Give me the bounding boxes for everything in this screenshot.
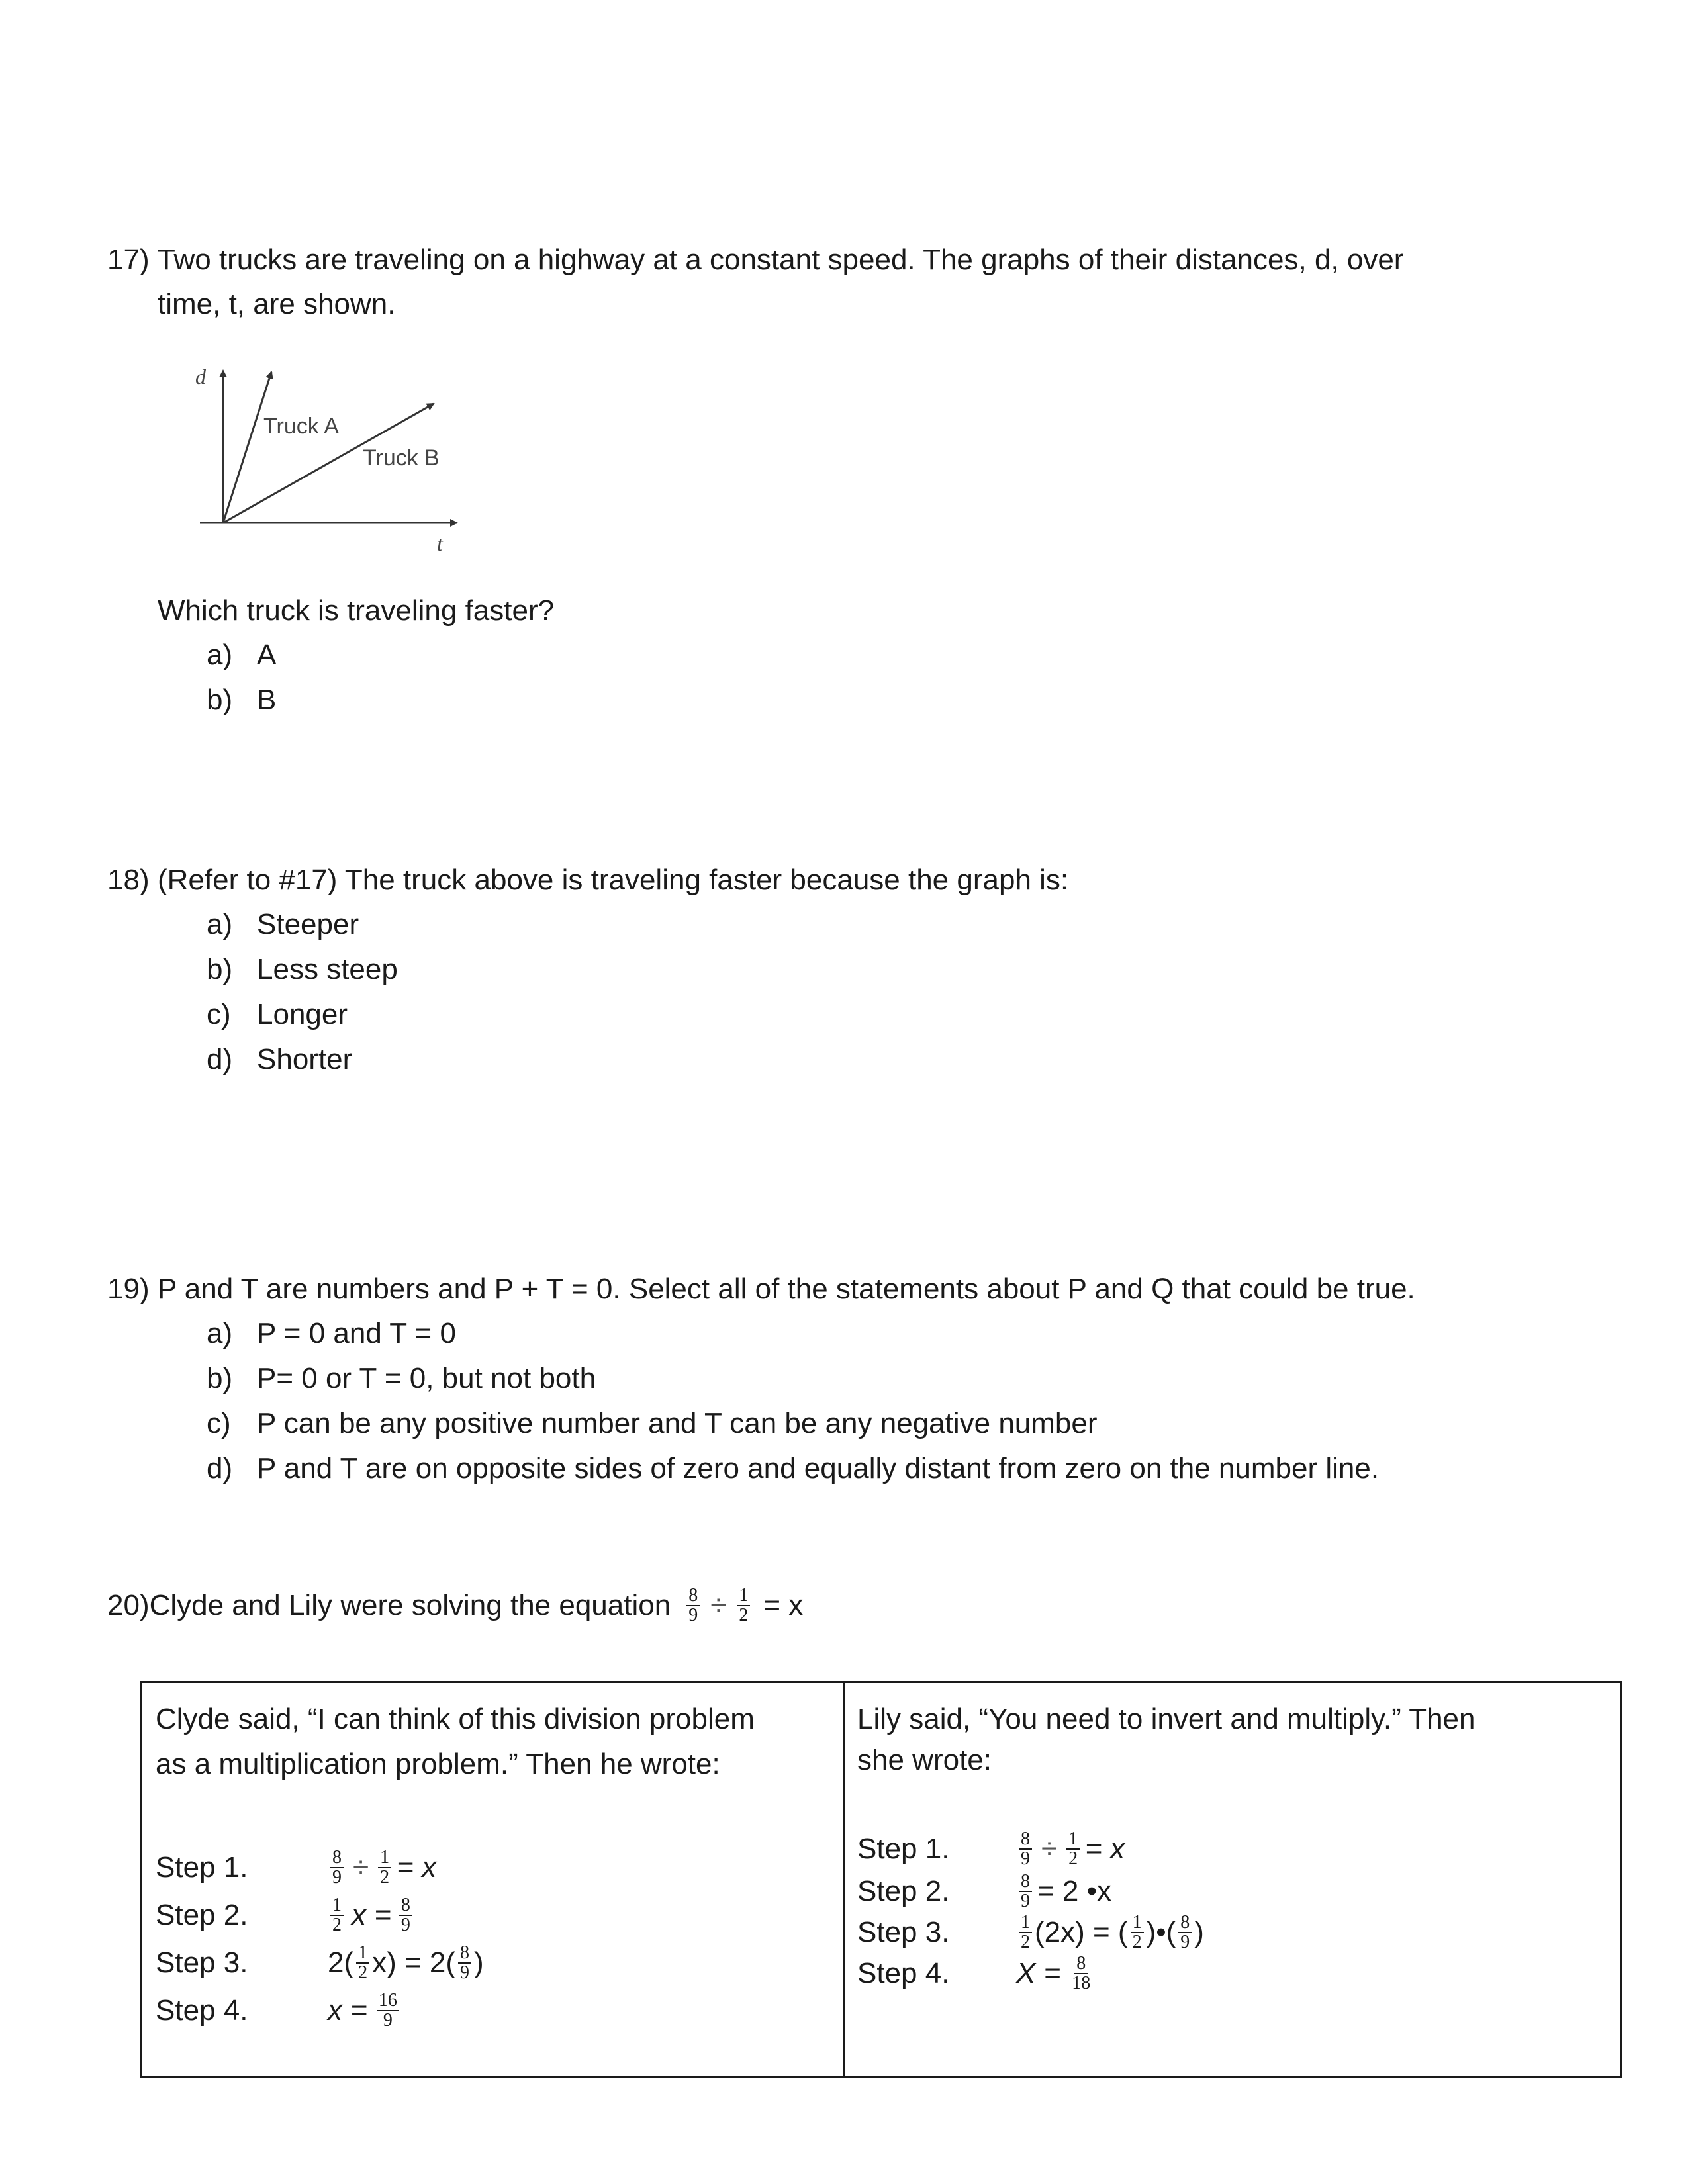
q18-option-c[interactable] — [207, 992, 398, 1037]
step-label: Step 3. — [156, 1946, 248, 1979]
solutions-table — [140, 1681, 1622, 2078]
step-label: Step 2. — [857, 1875, 950, 1907]
option-letter: b) — [207, 1362, 233, 1394]
q20-question — [107, 1582, 803, 1629]
q18-option-b[interactable] — [207, 947, 398, 992]
q19-option-c[interactable] — [207, 1401, 1379, 1446]
lily-intro-line2: she wrote: — [857, 1744, 992, 1776]
option-text: Longer — [257, 998, 348, 1030]
step-label: Step 1. — [156, 1851, 248, 1884]
q19-text: P and T are numbers and P + T = 0. Select all of the statements about P and Q that could be true. — [158, 1273, 1415, 1305]
step-label: Step 2. — [156, 1899, 248, 1931]
option-text: B — [257, 684, 277, 716]
option-letter: d) — [207, 1452, 233, 1484]
clyde-step-2: Step 2. $\frac{1}{2}$ x = $\frac{8}{9}$ — [156, 1892, 415, 1938]
fraction: $\frac{1}{2}$ — [737, 1586, 750, 1625]
q18-options — [207, 902, 398, 1082]
lily-intro-line1: Lily said, “You need to invert and multiply.” Then — [857, 1703, 1476, 1735]
step-label: Step 4. — [156, 1994, 248, 2026]
q18-text: (Refer to #17) The truck above is traveling faster because the graph is: — [158, 864, 1069, 896]
option-text: P and T are on opposite sides of zero and equally distant from zero on the number line. — [257, 1452, 1380, 1484]
q19-option-b[interactable] — [207, 1356, 1379, 1401]
option-letter: a) — [207, 1317, 233, 1349]
clyde-intro-line2: as a multiplication problem.” Then he wrote: — [156, 1748, 720, 1780]
lily-step-4: Step 4. X = $\frac{8}{18}$ — [857, 1953, 1091, 1993]
option-text: Steeper — [257, 908, 359, 940]
clyde-step-4: Step 4. x = $\frac{16}{9}$ — [156, 1987, 402, 2034]
option-letter: c) — [207, 998, 231, 1030]
fraction: $\frac{8}{9}$ — [686, 1586, 700, 1625]
option-text: P = 0 and T = 0 — [257, 1317, 456, 1349]
truck-distance-graph — [185, 357, 477, 556]
q18-option-a[interactable] — [207, 902, 398, 947]
q17-number: 17) — [107, 244, 150, 276]
q20-text: 20)Clyde and Lily were solving the equation — [107, 1589, 671, 1621]
option-letter: a) — [207, 639, 233, 671]
option-letter: b) — [207, 684, 233, 716]
truck-b-label: Truck B — [363, 445, 440, 471]
option-letter: a) — [207, 908, 233, 940]
q18-number: 18) — [107, 864, 150, 896]
q18-option-d[interactable] — [207, 1037, 398, 1082]
step-label: Step 4. — [857, 1957, 950, 1989]
option-text: Less steep — [257, 953, 398, 985]
truck-a-label: Truck A — [263, 414, 339, 439]
q19-option-d[interactable] — [207, 1446, 1379, 1491]
step-label: Step 3. — [857, 1916, 950, 1948]
clyde-intro-line1: Clyde said, “I can think of this division problem — [156, 1703, 755, 1735]
q17-prompt: Which truck is traveling faster? — [158, 594, 555, 627]
clyde-step-1: Step 1. $\frac{8}{9}$ ÷ $\frac{1}{2}$ = x — [156, 1847, 437, 1888]
lily-step-2: Step 2. $\frac{8}{9}$ = 2 •x — [857, 1871, 1112, 1911]
equation-rhs: = x — [763, 1589, 804, 1621]
x-axis-label: t — [437, 531, 443, 555]
option-letter: b) — [207, 953, 233, 985]
q19-option-a[interactable] — [207, 1311, 1379, 1356]
table-divider — [843, 1683, 845, 2076]
lily-step-3: Step 3. $\frac{1}{2}$ (2x) = ( $\frac{1}{2}$ )•( $\frac{8}{9}$ ) — [857, 1912, 1204, 1952]
option-letter: c) — [207, 1407, 231, 1439]
q17-text-line2: time, t, are shown. — [158, 288, 396, 320]
option-letter: d) — [207, 1043, 233, 1075]
y-axis-label: d — [195, 365, 206, 388]
q17-option-b[interactable] — [207, 678, 276, 723]
option-text: P= 0 or T = 0, but not both — [257, 1362, 596, 1394]
q17-options — [207, 633, 276, 723]
divide-sign: ÷ — [710, 1589, 727, 1621]
lily-step-1: Step 1. $\frac{8}{9}$ ÷ $\frac{1}{2}$ = x — [857, 1829, 1125, 1869]
q19-number: 19) — [107, 1273, 150, 1305]
step-label: Step 1. — [857, 1833, 950, 1865]
clyde-step-3: Step 3. 2( $\frac{1}{2}$ x) = 2( $\frac{8}{9}$ ) — [156, 1942, 484, 1983]
option-text: A — [257, 639, 277, 671]
option-text: P can be any positive number and T can be any negative number — [257, 1407, 1098, 1439]
option-text: Shorter — [257, 1043, 353, 1075]
q17-text-line1: Two trucks are traveling on a highway at a constant speed. The graphs of their distances, d, over — [158, 244, 1404, 276]
q19-options — [207, 1311, 1379, 1491]
q17-option-a[interactable] — [207, 633, 276, 678]
